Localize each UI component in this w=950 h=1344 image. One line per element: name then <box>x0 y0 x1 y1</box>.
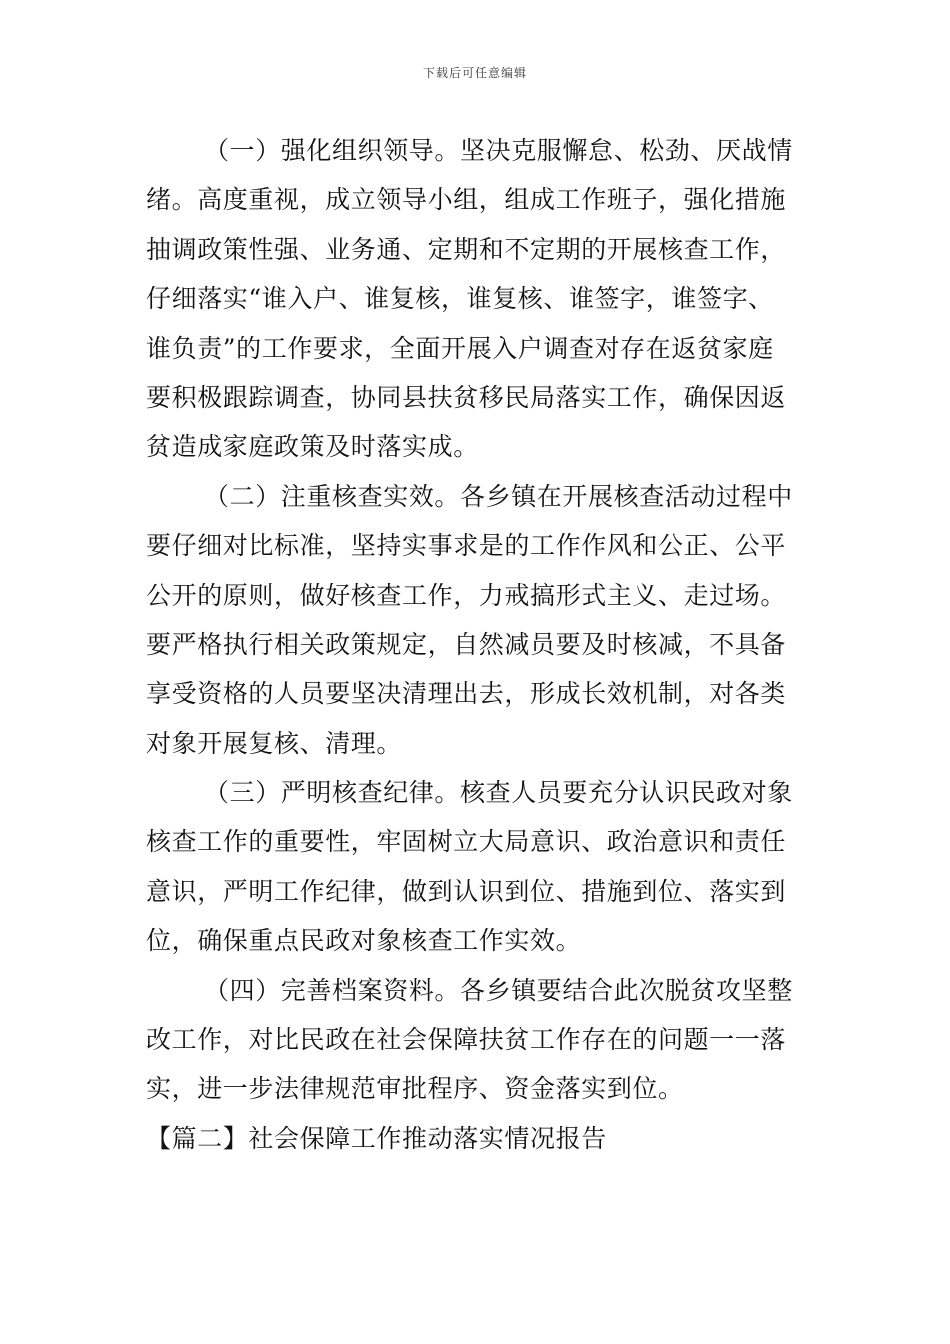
paragraph-line: 享受资格的人员要坚决清理出去，形成长效机制，对各类 <box>146 679 787 709</box>
paragraph-line: 实，进一步法律规范审批程序、资金落实到位。 <box>146 1074 684 1104</box>
paragraph-line: 绪。高度重视，成立领导小组，组成工作班子，强化措施 <box>146 185 787 215</box>
paragraph-line: （四）完善档案资料。各乡镇要结合此次脱贫攻坚整 <box>204 975 793 1005</box>
paragraph-line: 要仔细对比标准，坚持实事求是的工作作风和公正、公平 <box>146 531 787 561</box>
paragraph-line: 仔细落实“谁入户、谁复核，谁复核、谁签字，谁签字、 <box>146 284 774 314</box>
header-note: 下载后可任意编辑 <box>422 66 527 80</box>
paragraph-line: 核查工作的重要性，牢固树立大局意识、政治意识和责任 <box>146 827 787 857</box>
paragraph-line: 意识，严明工作纪律，做到认识到位、措施到位、落实到 <box>146 876 787 906</box>
paragraph-line: 贫造成家庭政策及时落实成。 <box>146 432 479 462</box>
paragraph-line: 谁负责”的工作要求，全面开展入户调查对存在返贫家庭 <box>146 333 774 363</box>
paragraph-line: （三）严明核查纪律。核查人员要充分认识民政对象 <box>204 778 793 808</box>
paragraph-line: 改工作，对比民政在社会保障扶贫工作存在的问题一一落 <box>146 1025 787 1055</box>
paragraph-line: 要积极跟踪调查，协同县扶贫移民局落实工作，确保因返 <box>146 382 787 412</box>
paragraph-2 <box>146 472 810 768</box>
paragraph-line: 对象开展复核、清理。 <box>146 728 403 758</box>
section-title: 【篇二】社会保障工作推动落实情况报告 <box>146 1123 607 1153</box>
paragraph-3 <box>146 768 810 966</box>
paragraph-1 <box>146 126 810 472</box>
body-text <box>146 126 810 1163</box>
paragraph-4 <box>146 966 810 1114</box>
paragraph-line: 位，确保重点民政对象核查工作实效。 <box>146 926 582 956</box>
paragraph-line: 要严格执行相关政策规定，自然减员要及时核减，不具备 <box>146 629 787 659</box>
paragraph-line: （二）注重核查实效。各乡镇在开展核查活动过程中 <box>204 481 793 511</box>
paragraph-line: （一）强化组织领导。坚决克服懈怠、松劲、厌战情 <box>204 136 793 165</box>
paragraph-line: 公开的原则，做好核查工作，力戒搞形式主义、走过场。 <box>146 580 787 610</box>
paragraph-line: 抽调政策性强、业务通、定期和不定期的开展核查工作， <box>146 234 787 264</box>
